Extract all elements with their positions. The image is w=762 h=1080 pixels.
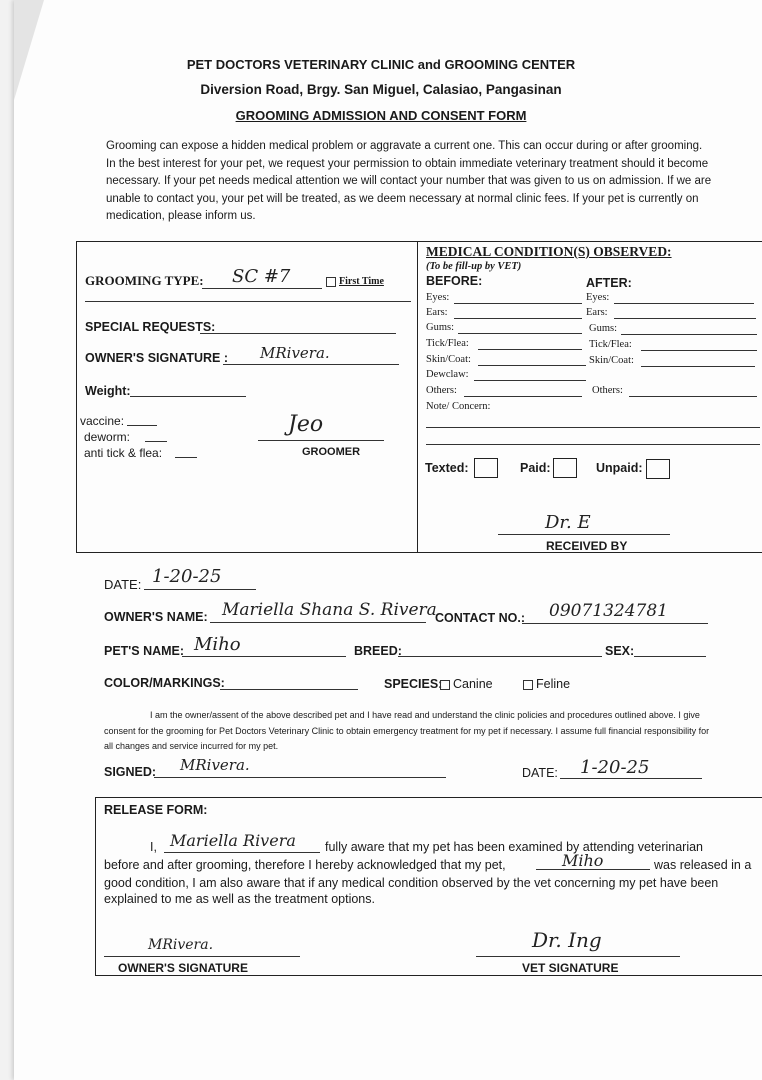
date-label: DATE: <box>104 577 142 592</box>
after-tick-line <box>641 350 757 351</box>
release-owner-signature-value[interactable]: MRivera. <box>148 937 214 953</box>
contact-line <box>522 623 708 624</box>
release-pet-value[interactable]: Miho <box>562 851 604 870</box>
weight-line <box>130 396 246 397</box>
owner-signature-value[interactable]: MRivera. <box>260 344 330 362</box>
species-label: SPECIES: <box>384 677 443 691</box>
signed-value[interactable]: MRivera. <box>180 756 250 774</box>
after-others-label: Others: <box>592 385 623 396</box>
groomer-line <box>258 440 384 441</box>
release-owner-line <box>104 956 300 957</box>
box-divider <box>417 241 418 552</box>
feline-checkbox[interactable] <box>523 680 533 690</box>
paid-checkbox[interactable] <box>553 458 577 478</box>
sex-line <box>634 656 706 657</box>
first-time-label: First Time <box>339 276 384 287</box>
before-others-label: Others: <box>426 385 457 396</box>
signed-line <box>154 777 446 778</box>
pet-name-line <box>182 656 346 657</box>
dewclaw-line <box>474 380 586 381</box>
release-name-line <box>164 852 320 853</box>
color-label: COLOR/MARKINGS: <box>104 676 225 690</box>
after-skin-label: Skin/Coat: <box>589 355 634 366</box>
before-ears-line <box>454 318 582 319</box>
special-requests-label: SPECIAL REQUESTS: <box>85 320 216 334</box>
release-title: RELEASE FORM: <box>104 803 208 817</box>
date2-line <box>560 778 702 779</box>
grooming-type-label: GROOMING TYPE: <box>85 273 204 288</box>
deworm-label: deworm: <box>84 430 131 444</box>
note-line-1 <box>426 427 760 428</box>
before-skin-line <box>478 365 586 366</box>
after-eyes-label: Eyes: <box>586 292 610 303</box>
release-text-4: good condition, I am also aware that if any medical condition observed by the vet concerning my pet have been <box>104 876 719 890</box>
after-ears-label: Ears: <box>586 307 608 318</box>
owner-name-label: OWNER'S NAME: <box>104 610 208 624</box>
special-requests-line <box>200 333 396 334</box>
after-tick-label: Tick/Flea: <box>589 339 632 350</box>
feline-label: Feline <box>536 677 571 691</box>
before-others-line <box>464 396 582 397</box>
date-value[interactable]: 1-20-25 <box>152 566 222 587</box>
before-tick-line <box>478 349 582 350</box>
date2-label: DATE: <box>522 766 558 780</box>
owner-signature-label: OWNER'S SIGNATURE : <box>85 351 229 365</box>
vaccine-label: vaccine: <box>80 414 125 428</box>
box-bottom-border <box>76 552 762 553</box>
medical-subtitle: (To be fill-up by VET) <box>426 261 522 272</box>
release-box-left <box>95 797 96 975</box>
box-left-border <box>76 241 77 552</box>
box-top-border <box>76 241 762 242</box>
before-tick-label: Tick/Flea: <box>426 338 469 349</box>
form-title: GROOMING ADMISSION AND CONSENT FORM <box>235 108 527 123</box>
unpaid-checkbox[interactable] <box>646 459 670 479</box>
before-gums-line <box>458 333 582 334</box>
note-line-2 <box>426 444 760 445</box>
medical-title: MEDICAL CONDITION(S) OBSERVED: <box>426 244 672 259</box>
before-gums-label: Gums: <box>426 322 455 333</box>
after-eyes-line <box>614 303 754 304</box>
after-ears-line <box>614 318 756 319</box>
species-canine-option[interactable] <box>440 677 493 691</box>
dewclaw-label: Dewclaw: <box>426 369 469 380</box>
contact-label: CONTACT NO.: <box>435 611 526 625</box>
before-skin-label: Skin/Coat: <box>426 354 471 365</box>
pet-name-value[interactable]: Miho <box>194 634 241 655</box>
sex-label: SEX: <box>605 644 635 658</box>
after-heading: AFTER: <box>586 276 632 290</box>
paid-label: Paid: <box>520 461 551 475</box>
received-by-label: RECEIVED BY <box>546 539 628 553</box>
first-time-checkbox[interactable] <box>326 276 384 287</box>
clinic-address: Diversion Road, Brgy. San Miguel, Calasiao, Pangasinan <box>200 82 562 97</box>
before-ears-label: Ears: <box>426 307 448 318</box>
deworm-line <box>145 441 167 442</box>
vet-signature-value[interactable]: Dr. Ing <box>532 928 602 952</box>
species-feline-option[interactable] <box>523 677 570 691</box>
clinic-name: PET DOCTORS VETERINARY CLINIC and GROOMING CENTER <box>186 57 576 72</box>
breed-label: BREED: <box>354 644 402 658</box>
color-line <box>220 689 358 690</box>
before-heading: BEFORE: <box>426 274 483 288</box>
release-box-bottom <box>95 975 762 976</box>
grooming-extra-line <box>85 301 411 302</box>
owner-name-line <box>210 622 426 623</box>
weight-label: Weight: <box>85 384 131 398</box>
release-text-2: before and after grooming, therefore I hereby acknowledged that my pet, <box>104 858 506 872</box>
contact-value[interactable]: 09071324781 <box>549 601 668 621</box>
pet-name-label: PET'S NAME: <box>104 644 185 658</box>
release-i: I, <box>150 840 157 854</box>
date2-value[interactable]: 1-20-25 <box>580 757 650 778</box>
grooming-type-value[interactable]: SC #7 <box>232 266 291 287</box>
after-skin-line <box>641 366 755 367</box>
intro-paragraph: Grooming can expose a hidden medical problem or aggravate a current one. This can occur during or after grooming. In the best interest for your pet, we request your permission to obtain immediate veterinary treatment should it become necessary. If your pet needs medical attention we will contact your number that was given to us on admission. If we are unable to contact you, your pet will be treated, as we deem necessary at normal clinic fees. If your pet is currently on medication, please inform us. <box>106 140 712 222</box>
unpaid-label: Unpaid: <box>596 461 643 475</box>
signed-label: SIGNED: <box>104 765 157 779</box>
release-box-top <box>95 797 762 798</box>
after-gums-line <box>621 334 757 335</box>
consent-paragraph: I am the owner/assent of the above described pet and I have read and understand the clinic policies and procedures outlined above. I give consent for the grooming for Pet Doctors Veterinary Clinic to obtain emergency treatment for my pet if necessary. I assume full financial responsibility for all changes and service incurred for my pet. <box>104 710 710 751</box>
groomer-signature[interactable]: Jeo <box>288 412 324 437</box>
date-line <box>144 589 256 590</box>
note-label: Note/ Concern: <box>426 401 491 412</box>
canine-label: Canine <box>453 677 493 691</box>
release-owner-signature-label: OWNER'S SIGNATURE <box>118 961 248 975</box>
release-text-1: fully aware that my pet has been examined by attending veterinarian <box>325 840 704 854</box>
before-eyes-line <box>454 303 582 304</box>
release-text-3: was released in a <box>654 858 752 872</box>
canine-checkbox[interactable] <box>440 680 450 690</box>
owner-signature-line <box>223 364 399 365</box>
grooming-type-line <box>202 288 322 289</box>
texted-checkbox[interactable] <box>474 458 498 478</box>
after-gums-label: Gums: <box>589 323 618 334</box>
texted-label: Texted: <box>425 461 469 475</box>
breed-line <box>398 656 602 657</box>
vet-signature-line <box>476 956 680 957</box>
received-line <box>498 534 670 535</box>
release-text-5: explained to me as well as the treatment options. <box>104 892 375 906</box>
owner-name-value[interactable]: Mariella Shana S. Rivera <box>222 600 437 620</box>
anti-tick-label: anti tick & flea: <box>84 446 163 460</box>
vet-signature-label: VET SIGNATURE <box>522 961 619 975</box>
before-eyes-label: Eyes: <box>426 292 450 303</box>
groomer-label: GROOMER <box>302 446 361 458</box>
received-signature[interactable]: Dr. E <box>545 512 591 533</box>
after-others-line <box>629 396 757 397</box>
anti-tick-line <box>175 457 197 458</box>
first-time-box[interactable] <box>326 277 336 287</box>
release-name-value[interactable]: Mariella Rivera <box>170 831 296 850</box>
vaccine-line <box>127 425 157 426</box>
